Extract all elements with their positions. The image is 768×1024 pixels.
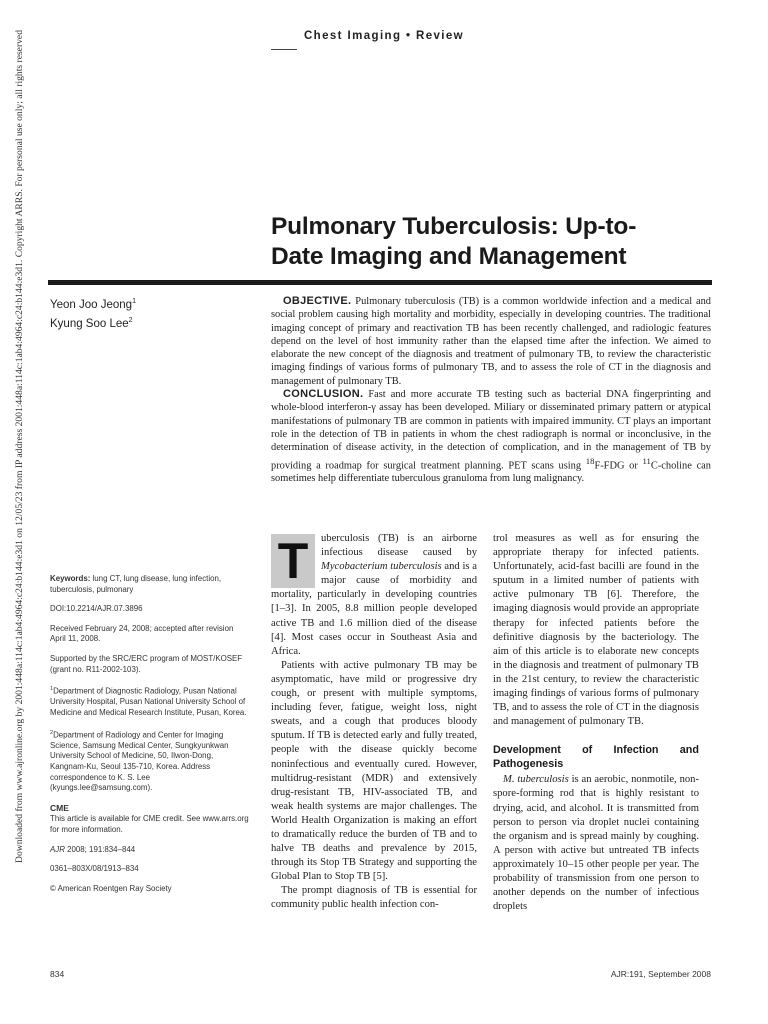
author-1: Yeon Joo Jeong$^1$ xyxy=(50,298,136,311)
body-column-1 xyxy=(271,532,477,913)
section-rule xyxy=(271,49,297,50)
title-rule xyxy=(48,280,712,285)
received-dates: Received February 24, 2008; accepted after revision April 11, 2008. xyxy=(50,623,234,644)
title-line-2: Date Imaging and Management xyxy=(271,243,627,270)
paragraph-diagnosis-start: The prompt diagnosis of TB is essential for community public health infection con- xyxy=(271,885,477,911)
section-label: Chest Imaging • Review xyxy=(303,30,465,42)
affiliation-1: $^1$Department of Diagnostic Radiology, Pusan National University Hospital, Pusan National University School of Medicine and Medical Research Institute, Pusan, Korea. xyxy=(50,686,247,717)
keywords: Keywords: lung CT, lung disease, lung infection, tuberculosis, pulmonary xyxy=(50,574,222,594)
author-list xyxy=(50,294,250,333)
doi[interactable]: DOI:10.2214/AJR.07.3896 xyxy=(50,604,143,614)
affiliation-2: $^2$Department of Radiology and Center for Imaging Science, Samsung Medical Center, Sungkyunkwan University School of Medicine, 50, Ilwon-Dong, Kangnam-Ku, Seoul 135-710, Korea. Address correspondence to K. S. Lee (kyungs.lee@samsung.com). xyxy=(50,729,229,793)
intro-paragraph: T uberculosis (TB) is an airborne infectious disease caused by Mycobacterium tuberculosis and is a major cause of morbidity and mortality, particularly in developing countries [1–3]. In 2005, 8.8 million people developed active TB and 1.6 million died of the disease [4]. Most cases occur in Southeast Asia and Africa. xyxy=(271,533,477,657)
section-heading-pathogenesis: Development of Infection and Pathogenesis xyxy=(493,744,699,771)
body-column-2 xyxy=(493,532,699,914)
drop-cap: T xyxy=(271,534,315,588)
journal-issue: AJR:191, September 2008 xyxy=(610,969,711,979)
copyright: © American Roentgen Ray Society xyxy=(50,883,172,893)
paragraph-symptoms: Patients with active pulmonary TB may be asymptomatic, have mild or progressive dry cough, or present with multiple symptoms, including fever, fatigue, weight loss, night sweats, and a cough that produces bloody sputum. If TB is detected early and fully treated, people with the disease quickly become noninfectious and eventually cured. However, multidrug-resistant (MDR) and extensively drug-resistant TB, HIV-associated TB, and weak health systems are major challenges. The World Health Organization is making an effort to dramatically reduce the burden of TB and to halve TB deaths and prevalence by 2015, through its Stop TB Strategy and supporting the Global Plan to Stop TB [5]. xyxy=(271,659,477,883)
paragraph-pathogenesis: M. tuberculosis is an aerobic, nonmotile, non-spore-forming rod that is highly resistant to drying, acid, and alcohol. It is transmitted from person to person via droplet nuclei containing the organism and is spread mainly by coughing. A person with active but untreated TB infects approximately 10–15 other people per year. The probability of transmission from one person to another depends on the number of infectious droplets xyxy=(493,774,699,913)
citation: AJR 2008; 191:834–844 xyxy=(50,844,136,854)
funding: Supported by the SRC/ERC program of MOST/KOSEF (grant no. R11-2002-103). xyxy=(50,653,243,674)
cme-heading: CME xyxy=(50,802,69,813)
cme-text: This article is available for CME credit. See www.arrs.org for more information. xyxy=(50,814,249,834)
abstract-objective: OBJECTIVE. Pulmonary tuberculosis (TB) is a common worldwide infection and a medical and social problem causing high mortality and morbidity, especially in developing countries. The traditional imaging concept of primary and reactivation TB has been recently challenged, and radiologic features depend on the level of host immunity rather than the elapsed time after the infection. We aimed to elaborate the new concept of the diagnosis and treatment of pulmonary TB, to review the characteristic imaging findings of various forms of pulmonary TB, and to assess the role of CT in the diagnosis and management of pulmonary TB. xyxy=(271,295,711,387)
download-notice xyxy=(2,30,25,1000)
issn: 0361–803X/08/1913–834 xyxy=(50,864,139,874)
abstract-conclusion: CONCLUSION. Fast and more accurate TB testing such as bacterial DNA fingerprinting and whole-blood interferon-γ assay has been developed. Miliary or disseminated primary pattern or atypical manifestations of pulmonary TB are common in patients with impaired immunity. CT plays an important role in the detection of TB in patients in whom the chest radiograph is normal or inconclusive, in the determination of disease activity, in the detection of complication, and in the management of TB by providing a roadmap for surgical treatment planning. PET scans using $^{18}$F-FDG or $^{11}$C-choline can sometimes help differentiate tuberculous granuloma from lung malignancy. xyxy=(271,388,711,485)
page-number: 834 xyxy=(50,969,65,979)
article-title xyxy=(271,212,711,272)
author-2: Kyung Soo Lee$^2$ xyxy=(50,317,133,331)
title-line-1: Pulmonary Tuberculosis: Up-to- xyxy=(271,213,637,240)
article-metadata xyxy=(50,574,250,903)
paragraph-diagnosis-cont: trol measures as well as for ensuring the appropriate therapy for infected patients. Unfortunately, acid-fast bacilli are found in the sputum in a limited number of patients with active pulmonary TB [6]. Therefore, the imaging diagnosis would provide an appropriate therapy for infected patients before the definitive diagnosis by the bacteriology. The aim of this article is to elaborate new concepts in the diagnosis and treatment of pulmonary TB in the 21st century, to review the characteristic imaging findings of various forms of pulmonary TB, and to assess the role of CT in the diagnosis and management of pulmonary TB. xyxy=(493,533,699,728)
download-notice-text: Downloaded from www.ajronline.org by 2001:448a:114c:1ab4:4964:c24:b144:e3d1 on 12/05/23 from IP address 2001:448a:114c:1ab4:4964:c24:b144:e3d1. Copyright ARRS. For personal use only; all rights reserved xyxy=(14,30,25,863)
abstract xyxy=(271,295,711,486)
